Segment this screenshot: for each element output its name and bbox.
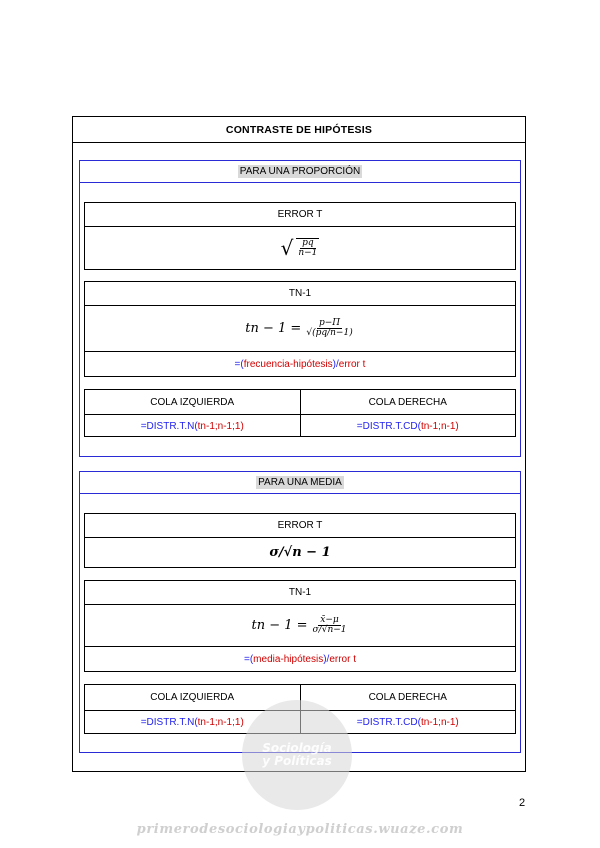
tn-box: [84, 580, 516, 672]
right-tail-formula: =DISTR.T.CD( tn-1;n-1): [356, 420, 459, 432]
sheet-title: CONTRASTE DE HIPÓTESIS: [73, 117, 525, 143]
tails-box: [84, 389, 516, 437]
section-heading: PARA UNA MEDIA: [258, 477, 342, 488]
error-t-formula: σ/√n − 1: [269, 545, 331, 560]
footer-url: primerodesociologiaypoliticas.wuaze.com: [136, 822, 464, 837]
tn-label: TN-1: [85, 282, 515, 306]
tn-box: [84, 281, 516, 377]
tn-formula: tn − 1 = $\frac{x̄-\mu}{\sigma/√n-1}$: [85, 605, 515, 647]
right-tail-label: COLA DERECHA: [368, 692, 447, 703]
page-number: 2: [519, 797, 526, 809]
left-tail-label: COLA IZQUIERDA: [85, 685, 301, 710]
right-tail-label: COLA DERECHA: [368, 396, 447, 408]
error-t-formula: √ $\frac{pq}{n-1}$: [280, 236, 318, 260]
tn-formula: tn − 1 = $\frac{p-\Pi}{√(pq/n-1)}$: [85, 306, 515, 352]
left-tail-label: COLA IZQUIERDA: [85, 390, 301, 414]
tn-label: TN-1: [85, 581, 515, 605]
left-tail-formula: =DISTR.T.N( tn-1;n-1;1): [85, 415, 301, 437]
watermark-logo: Sociología y Políticas: [242, 700, 352, 810]
excel-formula: =( media-hipótesis )/ error t: [244, 653, 356, 665]
error-t-box: [84, 513, 516, 568]
error-t-label: ERROR T: [85, 203, 515, 227]
section-proportion: [79, 160, 521, 457]
excel-formula: =( frecuencia-hipótesis )/ error t: [234, 358, 366, 370]
section-heading: PARA UNA PROPORCIÓN: [239, 166, 361, 177]
hypothesis-sheet: [72, 116, 526, 772]
error-t-box: [84, 202, 516, 270]
right-tail-formula: =DISTR.T.CD( tn-1;n-1): [356, 717, 459, 728]
left-tail-formula: =DISTR.T.N( tn-1;n-1;1): [85, 711, 301, 734]
error-t-label: ERROR T: [85, 514, 515, 538]
